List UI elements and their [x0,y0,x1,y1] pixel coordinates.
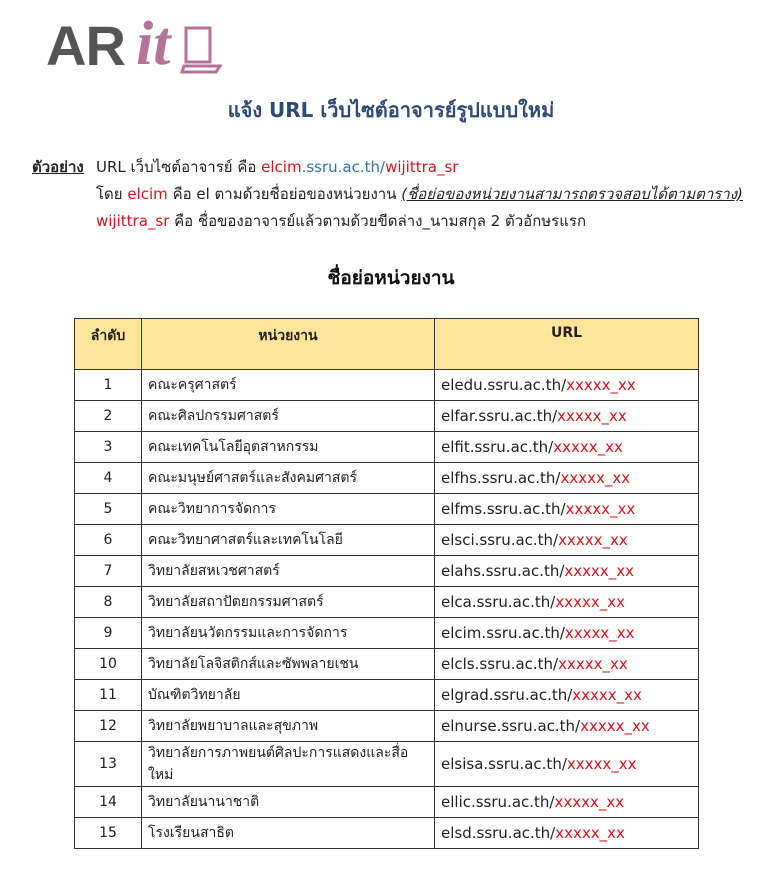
header-no: ลำดับ [75,319,142,370]
row-url-host: elfms.ssru.ac.th/ [441,500,566,518]
row-number: 8 [75,587,142,618]
table-row [75,556,699,587]
row-url-suffix: xxxxx_xx [553,438,623,456]
row-url-host: ellic.ssru.ac.th/ [441,793,555,811]
row-url [435,618,699,649]
example-line-2 [96,182,743,206]
row-url-host: elca.ssru.ac.th/ [441,593,556,611]
example-host-domain: .ssru.ac.th/ [301,158,386,176]
laptop-icon [180,20,222,76]
row-url-suffix: xxxxx_xx [555,824,625,842]
row-url-suffix: xxxxx_xx [566,755,637,773]
row-url [435,711,699,742]
table-row [75,494,699,525]
row-url [435,401,699,432]
row-number: 3 [75,432,142,463]
row-unit: คณะมนุษย์ศาสตร์และสังคมศาสตร์ [142,463,435,494]
row-url-suffix: xxxxx_xx [554,793,625,811]
row-number: 13 [75,742,142,787]
example-line2-code: elcim [127,185,168,203]
row-number: 10 [75,649,142,680]
row-url [435,463,699,494]
row-unit: บัณฑิตวิทยาลัย [142,680,435,711]
row-unit: วิทยาลัยพยาบาลและสุขภาพ [142,711,435,742]
row-url-host: elfar.ssru.ac.th/ [441,407,558,425]
table-body [75,370,699,849]
example-line-3 [96,209,586,233]
table-row [75,818,699,849]
example-line2-prefix: โดย [96,185,128,203]
unit-table [74,318,699,849]
table-row [75,680,699,711]
row-url [435,742,699,787]
row-url-host: elgrad.ssru.ac.th/ [441,686,573,704]
row-url [435,556,699,587]
example-line1-prefix: URL เว็บไซต์อาจารย์ คือ [96,158,262,176]
arit-logo [46,12,221,76]
row-url-host: elcim.ssru.ac.th/ [441,624,565,642]
row-number: 15 [75,818,142,849]
row-url [435,494,699,525]
table-row [75,401,699,432]
row-url-suffix: xxxxx_xx [564,562,635,580]
row-number: 11 [75,680,142,711]
row-unit: คณะวิทยาศาสตร์และเทคโนโลยี [142,525,435,556]
row-number: 4 [75,463,142,494]
row-url [435,680,699,711]
example-note: (ชื่อย่อของหน่วยงานสามารถตรวจสอบได้ตามตาราง) [401,185,743,203]
section-subtitle: ชื่อย่อหน่วยงาน [327,267,455,289]
row-number: 9 [75,618,142,649]
row-url-host: elsd.ssru.ac.th/ [441,824,556,842]
example-line-1 [96,155,458,179]
row-url-suffix: xxxxx_xx [560,469,631,487]
page-title: แจ้ง URL เว็บไซต์อาจารย์รูปแบบใหม่ [227,98,555,122]
table-row [75,742,699,787]
row-unit: วิทยาลัยนวัตกรรมและการจัดการ [142,618,435,649]
example-path: wijittra_sr [385,158,459,176]
row-unit: คณะวิทยาการจัดการ [142,494,435,525]
table-row [75,370,699,401]
row-unit: วิทยาลัยสถาปัตยกรรมศาสตร์ [142,587,435,618]
row-number: 6 [75,525,142,556]
row-url [435,818,699,849]
header-unit: หน่วยงาน [142,319,435,370]
row-unit: คณะเทคโนโลยีอุตสาหกรรม [142,432,435,463]
row-unit: โรงเรียนสาธิต [142,818,435,849]
table-row [75,587,699,618]
row-url-suffix: xxxxx_xx [565,500,636,518]
row-url [435,525,699,556]
table-row [75,525,699,556]
row-number: 1 [75,370,142,401]
table-row [75,618,699,649]
row-url-suffix: xxxxx_xx [564,624,635,642]
row-url-suffix: xxxxx_xx [558,655,628,673]
logo-text-it: it [136,10,171,78]
row-url [435,432,699,463]
row-number: 7 [75,556,142,587]
row-number: 5 [75,494,142,525]
row-unit: วิทยาลัยสหเวชศาสตร์ [142,556,435,587]
logo-text-ar: AR [46,14,125,77]
row-unit: วิทยาลัยการภาพยนต์ศิลปะการแสดงและสื่อใหม่ [142,742,435,787]
row-url-suffix: xxxxx_xx [566,376,636,394]
row-number: 14 [75,787,142,818]
table-row [75,711,699,742]
table-row [75,432,699,463]
row-url [435,649,699,680]
row-url-host: eledu.ssru.ac.th/ [441,376,567,394]
row-number: 12 [75,711,142,742]
example-host-code: elcim [261,158,302,176]
table-header-row [75,319,699,370]
row-url [435,787,699,818]
example-line3-code: wijittra_sr [96,212,170,230]
row-url-suffix: xxxxx_xx [580,717,650,735]
row-url-host: elnurse.ssru.ac.th/ [441,717,581,735]
row-url-suffix: xxxxx_xx [572,686,642,704]
row-url-suffix: xxxxx_xx [557,407,627,425]
table-row [75,649,699,680]
header-url: URL [435,319,699,370]
row-unit: คณะครุศาสตร์ [142,370,435,401]
row-number: 2 [75,401,142,432]
row-url [435,587,699,618]
example-line2-text: คือ el ตามด้วยชื่อย่อของหน่วยงาน [167,185,402,203]
row-url-host: elcls.ssru.ac.th/ [441,655,559,673]
row-url [435,370,699,401]
row-url-host: elahs.ssru.ac.th/ [441,562,565,580]
row-url-host: elfit.ssru.ac.th/ [441,438,554,456]
row-url-suffix: xxxxx_xx [558,531,628,549]
row-url-host: elsci.ssru.ac.th/ [441,531,559,549]
example-label: ตัวอย่าง [32,158,84,176]
row-url-host: elfhs.ssru.ac.th/ [441,469,561,487]
row-unit: คณะศิลปกรรมศาสตร์ [142,401,435,432]
row-url-host: elsisa.ssru.ac.th/ [441,755,567,773]
row-unit: วิทยาลัยโลจิสติกส์และซัพพลายเชน [142,649,435,680]
example-line3-text: คือ ชื่อของอาจารย์แล้วตามด้วยขีดล่าง_นามสกุล 2 ตัวอักษรแรก [169,212,587,230]
row-unit: วิทยาลัยนานาชาติ [142,787,435,818]
row-url-suffix: xxxxx_xx [555,593,625,611]
table-row [75,787,699,818]
table-row [75,463,699,494]
